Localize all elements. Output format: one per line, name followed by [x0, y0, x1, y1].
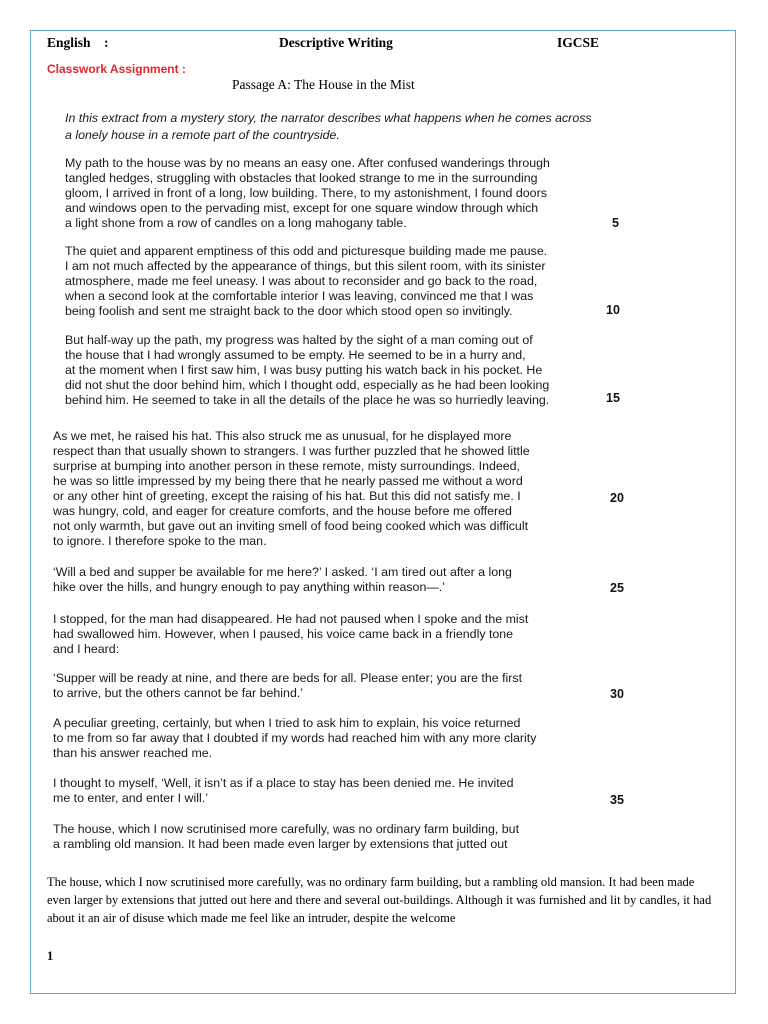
paragraph-line: being foolish and sent me straight back to the door which stood open so invitingly. [65, 304, 513, 318]
line-number-5: 5 [612, 216, 619, 230]
intro-line: a lonely house in a remote part of the countryside. [65, 128, 340, 142]
paragraph-line: respect than that usually shown to strangers. I was further puzzled that he showed little [53, 444, 530, 458]
paragraph-line: than his answer reached me. [53, 746, 213, 760]
paragraph-7 [53, 671, 563, 701]
paragraph-line: when a second look at the comfortable interior I was leaving, convinced me that I was [65, 289, 534, 303]
header-colon: : [104, 35, 109, 50]
paragraph-line: or any other hint of greeting, except the raising of his hat. But this did not satisfy me. I [53, 489, 521, 503]
intro-text [65, 110, 625, 144]
paragraph-8 [53, 716, 563, 761]
paragraph-line: at the moment when I first saw him, I was busy putting his watch back in his pocket. He [65, 363, 543, 377]
header-level: IGCSE [557, 35, 600, 50]
paragraph-line: not only warmth, but gave out an inviting smell of food being cooked which was difficult [53, 519, 529, 533]
paragraph-line: ‘Supper will be ready at nine, and there are beds for all. Please enter; you are the first [53, 671, 523, 685]
line-number-25: 25 [610, 581, 624, 595]
paragraph-line: tangled hedges, struggling with obstacles that looked strange to me in the surrounding [65, 171, 538, 185]
paragraph-9 [53, 776, 563, 806]
paragraph-10 [53, 822, 563, 852]
paragraph-line: The house, which I now scrutinised more carefully, was no ordinary farm building, but [53, 822, 520, 836]
header-topic: Descriptive Writing [279, 35, 393, 50]
paragraph-1 [65, 156, 565, 231]
paragraph-line: My path to the house was by no means an easy one. After confused wanderings through [65, 156, 550, 170]
typed-paragraph: The house, which I now scrutinised more carefully, was no ordinary farm building, but a rambling old mansion. It had been made even larger by extensions that jutted out here and there and several out-buildings. Although it was furnished and lit by candles, it had about it an air of disuse which made me feel like an intruder, despite the welcome [47, 875, 712, 925]
paragraph-line: a rambling old mansion. It had been made even larger by extensions that jutted out [53, 837, 508, 851]
paragraph-line: ‘Will a bed and supper be available for me here?’ I asked. ‘I am tired out after a long [53, 565, 512, 579]
paragraph-line: I thought to myself, ‘Well, it isn’t as if a place to stay has been denied me. He invited [53, 776, 514, 790]
paragraph-line: to me from so far away that I doubted if my words had reached him with any more clarity [53, 731, 537, 745]
header-subject: English [47, 35, 91, 50]
paragraph-line: and I heard: [53, 642, 120, 656]
paragraph-line: I am not much affected by the appearance of things, but this silent room, with its sinister [65, 259, 546, 273]
paragraph-2 [65, 244, 565, 319]
paragraph-line: hike over the hills, and hungry enough to pay anything within reason—.’ [53, 580, 445, 594]
paragraph-line: did not shut the door behind him, which I thought odd, especially as he had been looking [65, 378, 550, 392]
paragraph-line: a light shone from a row of candles on a long mahogany table. [65, 216, 407, 230]
paragraph-line: to arrive, but the others cannot be far behind.’ [53, 686, 304, 700]
paragraph-line: behind him. He seemed to take in all the details of the place he was so hurriedly leaving. [65, 393, 550, 407]
paragraph-line: As we met, he raised his hat. This also struck me as unusual, for he displayed more [53, 429, 512, 443]
paragraph-5 [53, 565, 563, 595]
paragraph-line: The quiet and apparent emptiness of this odd and picturesque building made me pause. [65, 244, 548, 258]
paragraph-line: I stopped, for the man had disappeared. He had not paused when I spoke and the mist [53, 612, 529, 626]
paragraph-3 [65, 333, 565, 408]
paragraph-4 [53, 429, 563, 549]
paragraph-line: the house that I had wrongly assumed to be empty. He seemed to be in a hurry and, [65, 348, 526, 362]
classwork-label: Classwork Assignment : [47, 62, 186, 76]
paragraph-line: gloom, I arrived in front of a long, low building. There, to my astonishment, I found doors [65, 186, 547, 200]
paragraph-line: A peculiar greeting, certainly, but when I tried to ask him to explain, his voice returned [53, 716, 521, 730]
paragraph-line: surprise at bumping into another person in these remote, misty surroundings. Indeed, [53, 459, 520, 473]
line-number-10: 10 [606, 303, 620, 317]
paragraph-line: to ignore. I therefore spoke to the man. [53, 534, 267, 548]
paragraph-6 [53, 612, 563, 657]
intro-line: In this extract from a mystery story, the narrator describes what happens when he comes across [65, 111, 592, 125]
paragraph-line: atmosphere, made me feel uneasy. I was about to reconsider and go back to the road, [65, 274, 538, 288]
line-number-20: 20 [610, 491, 624, 505]
paragraph-line: had swallowed him. However, when I paused, his voice came back in a friendly tone [53, 627, 514, 641]
page-number: 1 [47, 949, 54, 963]
line-number-15: 15 [606, 391, 620, 405]
paragraph-line: me to enter, and enter I will.’ [53, 791, 208, 805]
paragraph-line: and windows open to the pervading mist, except for one square window through which [65, 201, 539, 215]
passage-title: Passage A: The House in the Mist [232, 77, 415, 92]
paragraph-line: was hungry, cold, and eager for creature comforts, and the house before me offered [53, 504, 512, 518]
paragraph-line: But half-way up the path, my progress was halted by the sight of a man coming out of [65, 333, 533, 347]
paragraph-line: he was so little impressed by my being there that he nearly passed me without a word [53, 474, 523, 488]
line-number-30: 30 [610, 687, 624, 701]
line-number-35: 35 [610, 793, 624, 807]
